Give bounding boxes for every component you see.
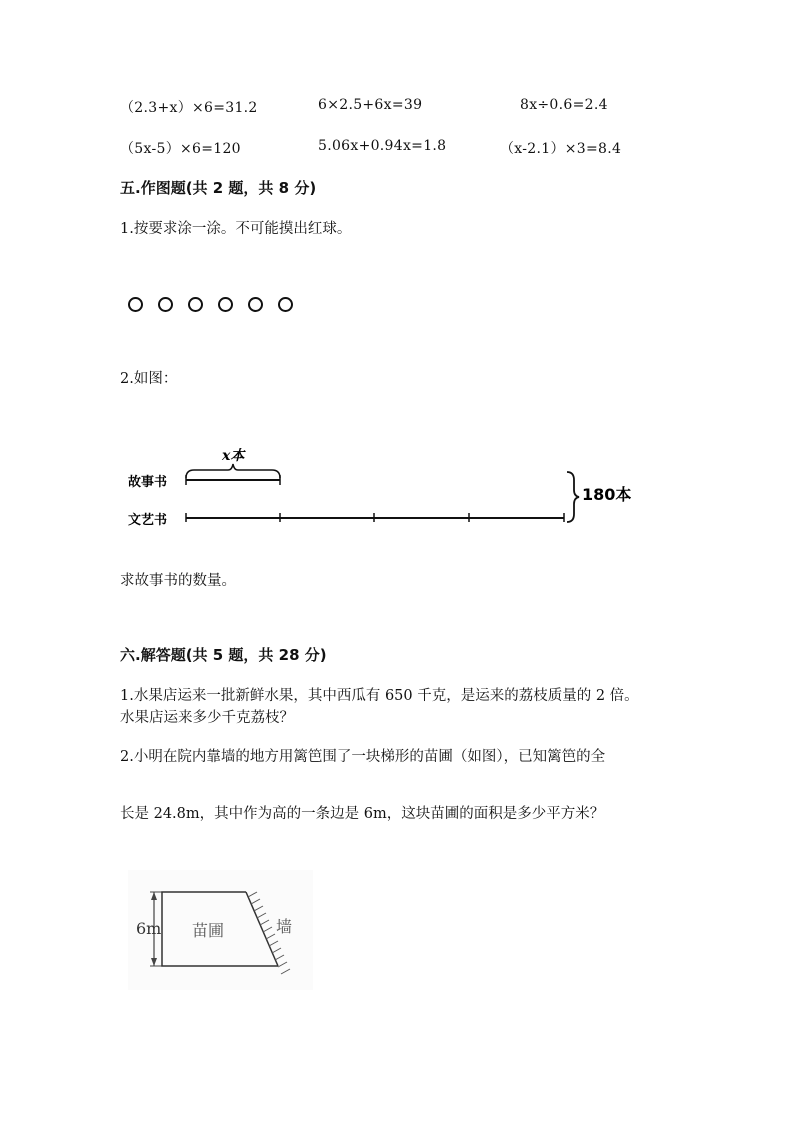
section-6-question-2-line-1: 2.小明在院内靠墙的地方用篱笆围了一块梯形的苗圃（如图），已知篱笆的全 <box>120 749 606 765</box>
height-label: 6m <box>136 919 162 938</box>
ball-circle[interactable] <box>278 297 293 312</box>
section-5-title: 五.作图题(共 2 题，共 8 分) <box>120 179 317 197</box>
section-6-question-2-line-2: 长是 24.8m，其中作为高的一条边是 6m，这块苗圃的面积是多少平方米？ <box>120 806 605 822</box>
ball-circle[interactable] <box>128 297 143 312</box>
ball-circle[interactable] <box>248 297 263 312</box>
section-6-question-1-line-2: 水果店运来多少千克荔枝？ <box>120 710 294 726</box>
equation-3: 8x÷0.6=2.4 <box>520 97 608 113</box>
section-5-question-2: 2.如图： <box>120 371 178 387</box>
ball-circle[interactable] <box>158 297 173 312</box>
section-5-question-2-ask: 求故事书的数量。 <box>120 573 236 589</box>
ball-circle[interactable] <box>218 297 233 312</box>
segment-diagram <box>120 440 650 540</box>
top-brace <box>186 464 280 478</box>
garden-diagram <box>128 870 313 990</box>
section-6-question-1-line-1: 1.水果店运来一批新鲜水果，其中西瓜有 650 千克，是运来的荔枝质量的 2 倍。 <box>120 688 639 704</box>
story-books-label: 故事书 <box>128 475 168 490</box>
ball-circle[interactable] <box>188 297 203 312</box>
equation-2: 6×2.5+6x=39 <box>318 97 423 113</box>
ball-circles <box>128 297 293 312</box>
garden-label: 苗圃 <box>192 921 225 940</box>
right-brace <box>567 472 579 522</box>
equation-6: （x-2.1）×3=8.4 <box>500 141 622 157</box>
section-5-question-1: 1.按要求涂一涂。不可能摸出红球。 <box>120 221 352 237</box>
section-6-title: 六.解答题(共 5 题，共 28 分) <box>120 646 327 664</box>
equation-4: （5x-5）×6=120 <box>120 141 241 157</box>
total-label: 180本 <box>582 485 632 504</box>
equation-5: 5.06x+0.94x=1.8 <box>318 138 447 154</box>
equation-1: （2.3+x）×6=31.2 <box>120 100 258 116</box>
segment-top-label: x本 <box>222 448 245 464</box>
wall-label: 墙 <box>276 917 293 936</box>
literature-books-label: 文艺书 <box>128 513 168 528</box>
